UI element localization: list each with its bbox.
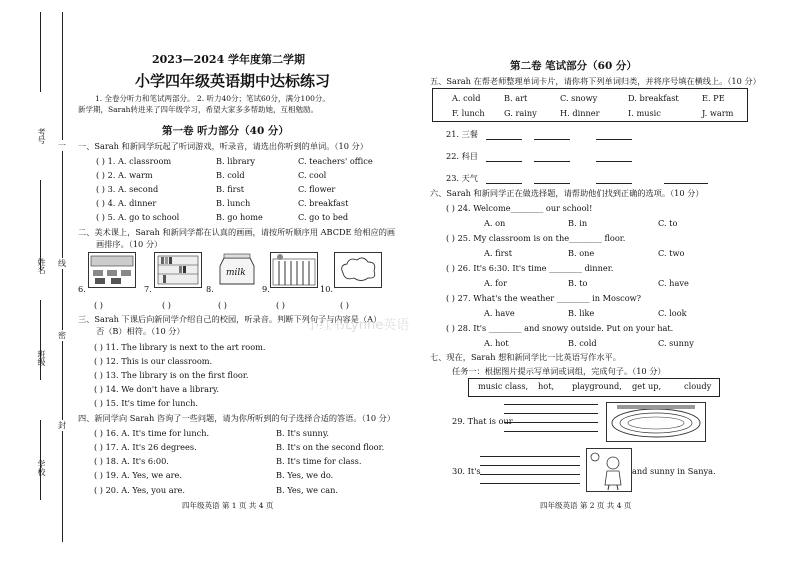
word-card: A. cold <box>452 93 481 103</box>
writing-line[interactable] <box>480 474 580 475</box>
exam-notice-1: 1. 全卷分听力和笔试两部分。 2. 听力40分；笔试60分，满分100分。 <box>95 94 330 103</box>
q1-option-c: C. teachers' office <box>298 156 373 166</box>
q1-option-c: C. flower <box>298 184 336 194</box>
writing-line[interactable] <box>480 456 580 457</box>
q6-option-a: A. on <box>484 218 506 228</box>
word-card: C. snowy <box>560 93 598 103</box>
q29-sentence: 29. That is our <box>452 416 513 426</box>
q6-question: ( ) 28. It's ________ and snowy outside. Put on your hat. <box>446 323 674 333</box>
binding-mark: 一 <box>58 141 66 150</box>
q4-option-b: B. It's sunny. <box>276 428 329 438</box>
q6-option-c: C. to <box>658 218 678 228</box>
q2-answer-bracket[interactable]: ( ) <box>218 300 227 310</box>
q5-heading: 五、Sarah 在帮老师整理单词卡片，请你将下列单词归类，并将序号填在横线上。（10 分） <box>430 76 761 86</box>
word-bank-item: hot, <box>538 381 555 391</box>
answer-line[interactable] <box>534 139 570 140</box>
answer-line[interactable] <box>596 139 632 140</box>
word-bank-item: music class, <box>478 381 529 391</box>
q6-option-a: A. have <box>484 308 515 318</box>
year-heading: 2023—2024 学年度第二学期 <box>152 53 306 66</box>
q4-option-b: B. It's time for class. <box>276 456 362 466</box>
binding-line <box>62 12 63 542</box>
q2-number: 7. <box>144 284 152 294</box>
q2-heading: 二、美术课上，Sarah 和新同学都在认真的画画，请按所听顺序用 ABCDE 给相应的画 <box>78 227 396 237</box>
q4-item: ( ) 20. A. Yes, you are. <box>94 485 185 495</box>
q4-item: ( ) 18. A. It's 6:00. <box>94 456 169 466</box>
q1-option-b: B. first <box>216 184 245 194</box>
q1-option-b: B. go home <box>216 212 263 222</box>
answer-line[interactable] <box>486 161 522 162</box>
q2-number: 10. <box>320 284 334 294</box>
word-card: D. breakfast <box>628 93 679 103</box>
q30-sentence-end: and sunny in Sanya. <box>632 466 716 476</box>
q5-line-label: 23. 天气 <box>446 173 478 183</box>
q4-option-b: B. It's on the second floor. <box>276 442 385 452</box>
q30-sentence-start: 30. It's <box>452 466 481 476</box>
q5-line-label: 21. 三餐 <box>446 129 478 139</box>
writing-line[interactable] <box>504 431 598 432</box>
watermark-text: 小红书Lynne英语 <box>306 318 410 333</box>
q1-item: ( ) 5. A. go to school <box>96 212 180 222</box>
q2-number: 8. <box>206 284 214 294</box>
answer-line[interactable] <box>534 161 570 162</box>
writing-line[interactable] <box>504 422 598 423</box>
word-card: B. art <box>504 93 528 103</box>
binding-mark: 密 <box>58 331 66 340</box>
page-footer-left: 四年级英语 第 1 页 共 4 页 <box>182 501 274 510</box>
q2-answer-bracket[interactable]: ( ) <box>162 300 171 310</box>
q2-answer-bracket[interactable]: ( ) <box>94 300 103 310</box>
part2-title: 第二卷 笔试部分（60 分） <box>510 60 637 72</box>
word-card: G. rainy <box>504 108 537 118</box>
q3-item: ( ) 13. The library is on the first floor. <box>94 370 249 380</box>
cloud-picture <box>334 252 382 288</box>
word-bank-item: get up, <box>632 381 662 391</box>
q3-item: ( ) 12. This is our classroom. <box>94 356 213 366</box>
q6-option-a: A. for <box>484 278 507 288</box>
binding-mark: 封 <box>58 421 66 430</box>
q6-option-a: A. hot <box>484 338 509 348</box>
q2-answer-bracket[interactable]: ( ) <box>340 300 349 310</box>
q1-item: ( ) 2. A. warm <box>96 170 153 180</box>
q1-item: ( ) 4. A. dinner <box>96 198 157 208</box>
q3-item: ( ) 15. It's time for lunch. <box>94 398 199 408</box>
q1-option-c: C. go to bed <box>298 212 349 222</box>
writing-line[interactable] <box>504 404 598 405</box>
q1-heading: 一、Sarah 和新同学玩起了听词游戏，听录音，请选出你听到的单词。（10 分） <box>78 141 368 151</box>
q7-heading: 七、现在，Sarah 想和新同学比一比英语写作水平。 <box>430 352 621 362</box>
library-picture <box>154 252 202 288</box>
q1-option-b: B. lunch <box>216 198 251 208</box>
page-title: 小学四年级英语期中达标练习 <box>135 72 331 90</box>
q1-option-b: B. library <box>216 156 256 166</box>
q6-option-b: B. to <box>568 278 588 288</box>
word-card: H. dinner <box>560 108 600 118</box>
q3-item: ( ) 14. We don't have a library. <box>94 384 220 394</box>
q6-heading: 六、Sarah 和新同学正在做选择题，请帮助他们找到正确的选项。（10 分） <box>430 188 704 198</box>
sunny-girl-picture <box>586 448 632 492</box>
binding-mark: 线 <box>58 259 66 268</box>
q6-option-b: B. one <box>568 248 595 258</box>
writing-line[interactable] <box>480 465 580 466</box>
word-bank-item: cloudy <box>684 381 712 391</box>
q6-question: ( ) 25. My classroom is on the________ floor. <box>446 233 626 243</box>
milk-label: milk <box>226 268 246 278</box>
q6-option-b: B. cold <box>568 338 597 348</box>
name-line <box>40 300 41 380</box>
answer-line[interactable] <box>664 183 708 184</box>
q6-question: ( ) 27. What's the weather ________ in Moscow? <box>446 293 642 303</box>
q6-option-c: C. have <box>658 278 689 288</box>
classroom-picture <box>88 252 136 288</box>
q1-option-b: B. cold <box>216 170 245 180</box>
q7-task: 任务一：根据图片提示写单词或词组，完成句子。（10 分） <box>452 366 666 376</box>
q2-number: 6. <box>78 284 86 294</box>
word-bank-item: playground, <box>572 381 622 391</box>
answer-line[interactable] <box>596 161 632 162</box>
word-card: I. music <box>628 108 661 118</box>
student-name-label: 姓名 <box>37 258 46 274</box>
answer-line[interactable] <box>486 183 522 184</box>
playground-picture <box>606 402 706 442</box>
q3-item: ( ) 11. The library is next to the art room. <box>94 342 266 352</box>
word-card: J. warm <box>702 108 734 118</box>
q1-item: ( ) 3. A. second <box>96 184 159 194</box>
q4-item: ( ) 16. A. It's time for lunch. <box>94 428 210 438</box>
word-card: F. lunch <box>452 108 485 118</box>
q6-option-b: B. in <box>568 218 588 228</box>
writing-line[interactable] <box>480 483 580 484</box>
q3-heading-cont: 否（B）相符。（10 分） <box>96 326 185 336</box>
answer-line[interactable] <box>596 183 632 184</box>
q2-heading-cont: 画排序。（10 分） <box>96 239 163 249</box>
q4-heading: 四、新同学向 Sarah 咨询了一些问题，请为你所听到的句子选择合适的答语。（10 分） <box>78 413 396 423</box>
writing-line[interactable] <box>504 413 598 414</box>
part1-title: 第一卷 听力部分（40 分） <box>162 125 289 137</box>
q1-option-c: C. cool <box>298 170 327 180</box>
q6-question: ( ) 26. It's 6:30. It's time ________ dinner. <box>446 263 614 273</box>
q6-option-b: B. like <box>568 308 595 318</box>
q6-option-a: A. first <box>484 248 512 258</box>
q6-question: ( ) 24. Welcome________ our school! <box>446 203 593 213</box>
name-line <box>40 180 41 270</box>
school-label: 学校 <box>37 460 46 476</box>
q6-option-c: C. look <box>658 308 687 318</box>
answer-line[interactable] <box>534 183 570 184</box>
gate-picture <box>270 252 318 288</box>
q2-number: 9. <box>262 284 270 294</box>
word-card: E. PE <box>702 93 725 103</box>
q4-item: ( ) 19. A. Yes, we are. <box>94 470 182 480</box>
q3-heading: 三、Sarah 下课后向新同学介绍自己的校园，听录音。判断下列句子与内容是（A） <box>78 314 382 324</box>
q6-option-c: C. two <box>658 248 685 258</box>
q4-option-b: B. Yes, we do. <box>276 470 334 480</box>
q4-option-b: B. Yes, we can. <box>276 485 338 495</box>
q2-answer-bracket[interactable]: ( ) <box>276 300 285 310</box>
page-footer-right: 四年级英语 第 2 页 共 4 页 <box>540 501 632 510</box>
answer-line[interactable] <box>486 139 522 140</box>
q4-item: ( ) 17. A. It's 26 degrees. <box>94 442 197 452</box>
exam-number-label: 考号 <box>37 128 46 144</box>
q1-item: ( ) 1. A. classroom <box>96 156 172 166</box>
class-label: 班级 <box>37 350 46 366</box>
name-line <box>40 12 41 92</box>
milk-picture <box>214 252 260 286</box>
q5-line-label: 22. 科目 <box>446 151 478 161</box>
q1-option-c: C. breakfast <box>298 198 349 208</box>
exam-notice-2: 新学期，Sarah转进来了四年级学习，希望大家多多帮助她，互相勉励。 <box>78 105 318 114</box>
q6-option-c: C. sunny <box>658 338 694 348</box>
